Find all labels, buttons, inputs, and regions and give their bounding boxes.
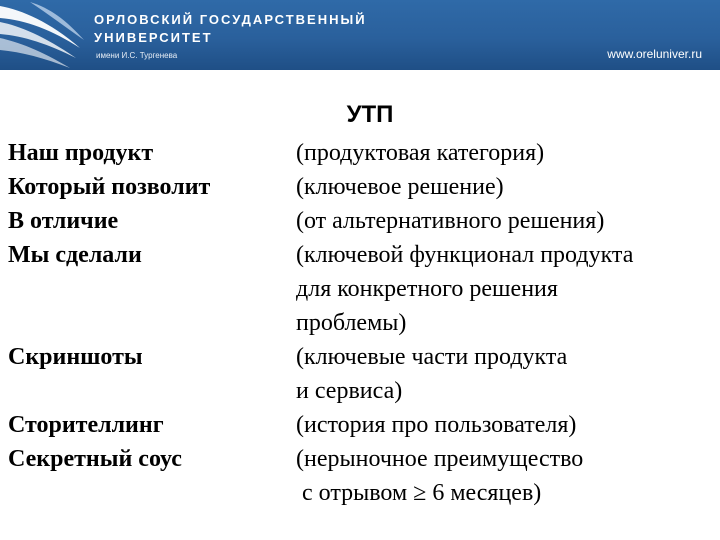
right-item: (нерыночное преимущество	[296, 446, 584, 472]
right-item: для конкретного решения	[296, 276, 558, 302]
right-column-list	[296, 136, 633, 510]
slide-title: УТП	[346, 101, 394, 128]
left-item: В отличие	[8, 208, 119, 234]
right-item: (ключевые части продукта	[296, 344, 568, 370]
right-item: (от альтернативного решения)	[296, 208, 605, 234]
left-item-spacer	[8, 306, 210, 340]
university-name-line1: ОРЛОВСКИЙ ГОСУДАРСТВЕННЫЙ	[94, 12, 367, 27]
left-item: Который позволит	[8, 174, 211, 200]
university-logo-icon	[0, 0, 90, 70]
left-item-spacer	[8, 374, 210, 408]
left-item: Мы сделали	[8, 242, 142, 268]
university-name-line2: УНИВЕРСИТЕТ	[94, 30, 213, 45]
left-item-spacer	[8, 272, 210, 306]
left-item: Наш продукт	[8, 140, 154, 166]
left-column-list	[8, 136, 210, 510]
left-item: Секретный соус	[8, 446, 182, 472]
right-item: и сервиса)	[296, 378, 403, 404]
left-item-spacer	[8, 476, 210, 510]
right-item: с отрывом ≥ 6 месяцев)	[296, 480, 542, 506]
right-item: (ключевое решение)	[296, 174, 504, 200]
right-item: (история про пользователя)	[296, 412, 577, 438]
left-item: Сторителлинг	[8, 412, 164, 438]
university-banner	[0, 0, 720, 70]
right-item: (продуктовая категория)	[296, 140, 545, 166]
university-subtitle: имени И.С. Тургенева	[96, 51, 178, 60]
right-item: (ключевой функционал продукта	[296, 242, 634, 268]
right-item: проблемы)	[296, 310, 407, 336]
website-link[interactable]: www.oreluniver.ru	[607, 47, 702, 61]
left-item: Скриншоты	[8, 344, 143, 370]
